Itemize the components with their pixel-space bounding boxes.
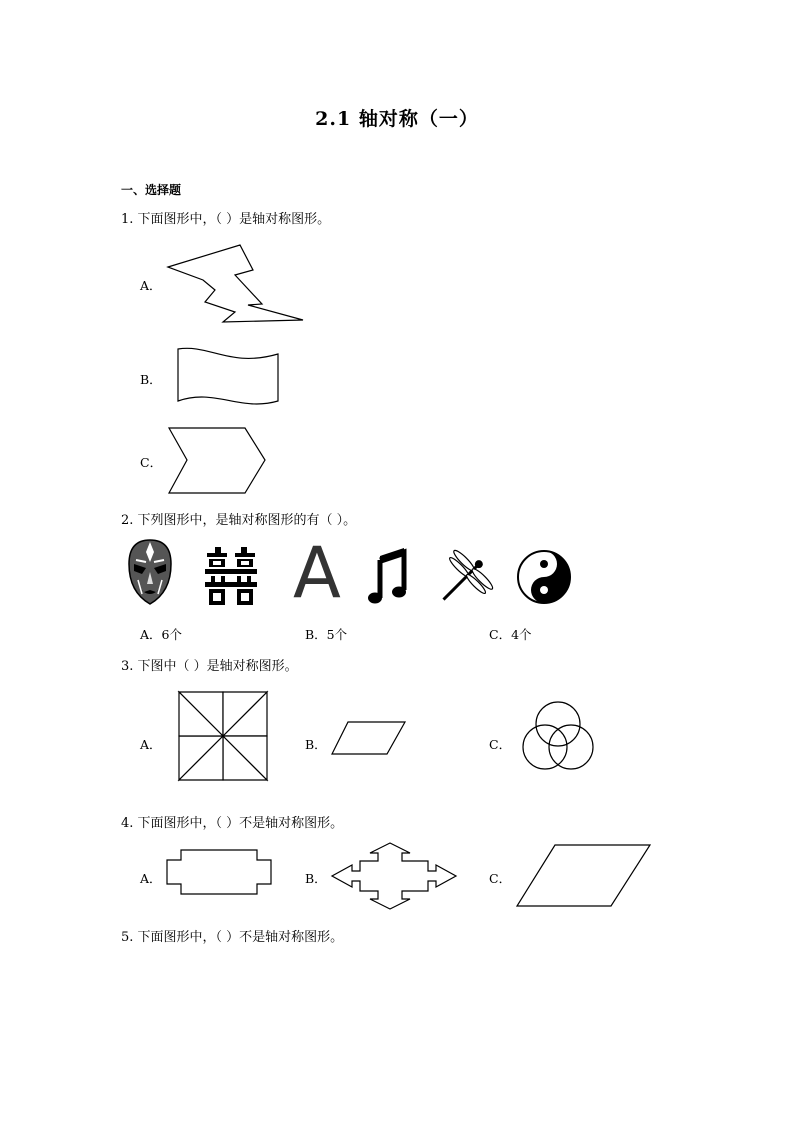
dragonfly-icon [433,548,495,610]
option-c-label: C． [489,871,512,886]
question-number: 3. [121,659,134,674]
parallelogram-shape [515,843,653,909]
opera-mask-icon [126,538,174,606]
question-text: 下面图形中，（ ）不是轴对称图形。 [137,930,344,945]
question-text: 下面图形中，（ ）不是轴对称图形。 [137,816,344,831]
option-b-label: B． [305,871,327,886]
option-c-label: C． [140,455,163,470]
question-2 [121,509,356,528]
parallelogram-shape [330,719,408,757]
pinwheel-shape [177,690,269,782]
question-number: 4. [121,816,134,831]
question-3 [121,655,298,674]
option-c-label: C．4个 [489,627,532,642]
section-heading: 一、选择题 [121,183,182,197]
question-number: 5. [121,930,134,945]
question-number: 2. [121,513,134,528]
question-text: 下图中（ ）是轴对称图形。 [137,659,298,674]
question-1 [121,208,330,227]
question-5 [121,926,343,945]
notched-rectangle-shape [165,848,273,898]
option-a-label: A． [140,737,162,752]
option-c-label: C． [489,737,512,752]
option-a-label: A． [140,871,162,886]
chevron-arrow-shape [167,426,267,496]
yin-yang-icon [516,549,572,605]
question-text: 下面图形中，（ ）是轴对称图形。 [137,212,331,227]
option-b-label: B．5个 [305,627,348,642]
option-b-label: B． [305,737,327,752]
page-title: 2.1 轴对称（一） [315,108,479,130]
lightning-bolt-shape [165,242,305,324]
trefoil-knot-shape [518,700,598,774]
option-a-label: A． [140,278,162,293]
question-4 [121,812,343,831]
wavy-flag-shape [175,346,281,408]
question-text: 下列图形中，是轴对称图形的有（ ）。 [137,513,357,528]
option-b-label: B． [140,372,162,387]
double-happiness-icon [205,547,257,607]
music-note-icon [368,550,408,605]
letter-a-icon: A [293,532,341,614]
option-a-label: A．6个 [140,627,182,642]
four-arrow-cross-shape [330,841,460,911]
question-number: 1. [121,212,134,227]
